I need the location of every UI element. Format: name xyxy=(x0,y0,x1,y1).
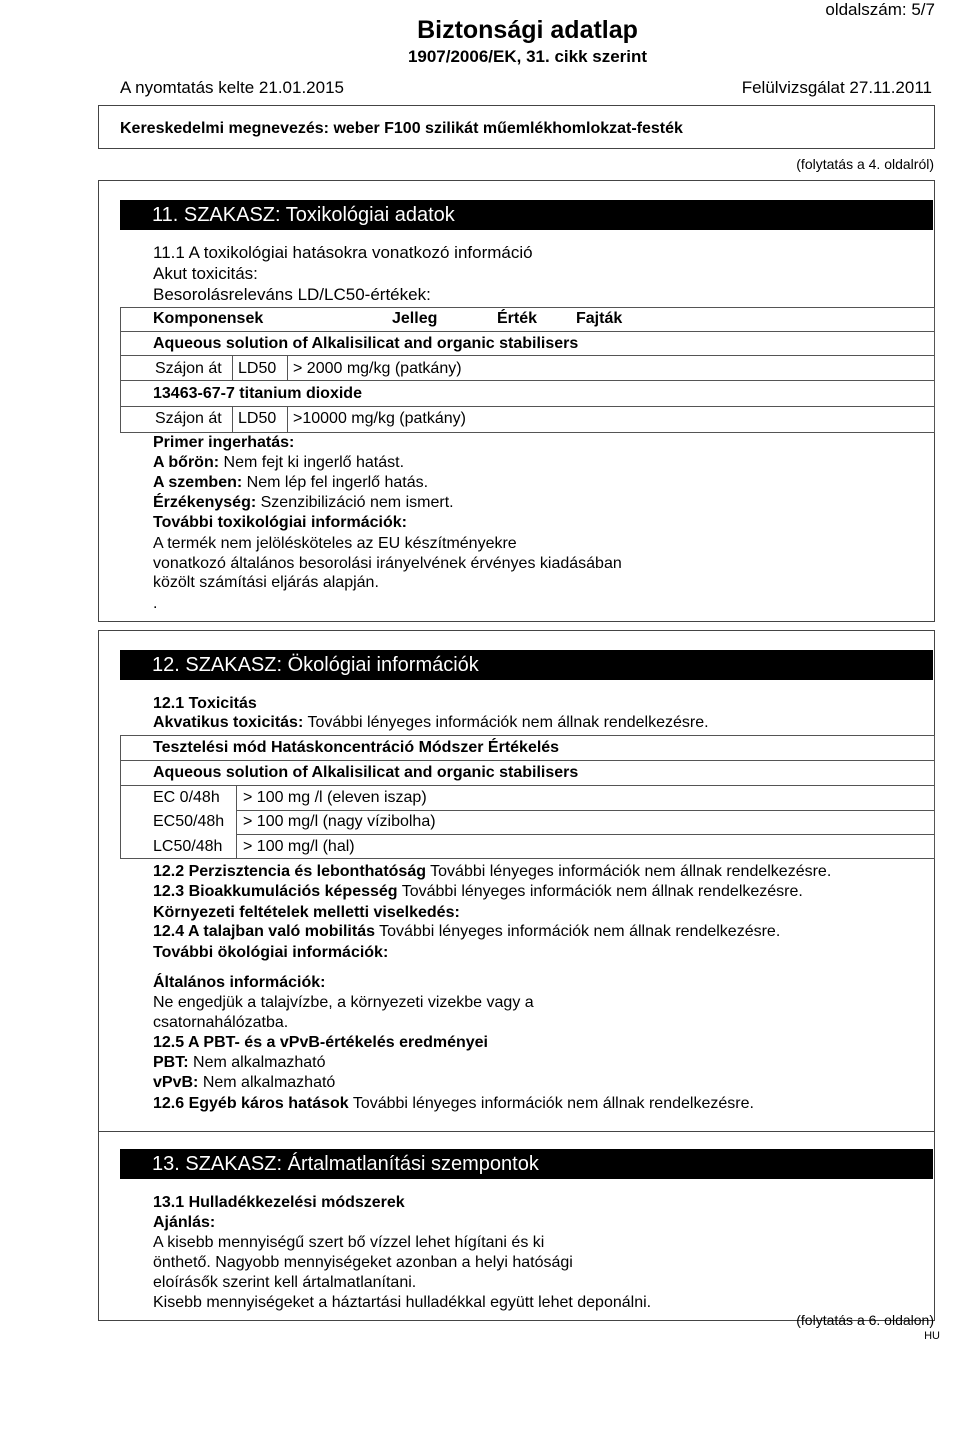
further-tox-label: További toxikológiai információk: xyxy=(153,514,407,531)
env-behaviour-label: Környezeti feltételek melletti viselkedés: xyxy=(153,904,460,921)
eye-line xyxy=(153,473,428,493)
sensitization-line xyxy=(153,493,454,513)
general-info-line-2: csatornahálózatba. xyxy=(153,1014,289,1031)
ecotox-row-value: > 100 mg /l (eleven iszap) xyxy=(243,789,427,806)
table-header-value: Érték xyxy=(497,310,538,327)
table-header-components: Komponensek xyxy=(153,310,264,327)
section-13-title: 13. SZAKASZ: Ártalmatlanítási szempontok xyxy=(120,1149,933,1179)
table-row-value: >10000 mg/kg (patkány) xyxy=(293,410,466,427)
s12-3-line xyxy=(153,882,803,902)
s12-6-label: 12.6 Egyéb káros hatások xyxy=(153,1095,349,1112)
further-tox-line-3: közölt számítási eljárás alapján. xyxy=(153,574,379,591)
document-title: Biztonsági adatlap xyxy=(417,16,638,44)
s12-3-label: 12.3 Bioakkumulációs képesség xyxy=(153,883,398,900)
component-name: 13463-67-7 titanium dioxide xyxy=(153,385,362,402)
eye-label: A szemben: xyxy=(153,474,243,491)
general-info-line-1: Ne engedjük a talajvízbe, a környezeti vizekbe vagy a xyxy=(153,994,534,1011)
skin-label: A bőrön: xyxy=(153,454,220,471)
sensitization-label: Érzékenység: xyxy=(153,494,257,511)
pbt-label: PBT: xyxy=(153,1054,189,1071)
s13-subtitle: 13.1 Hulladékkezelési módszerek xyxy=(153,1194,405,1211)
section-11-title: 11. SZAKASZ: Toxikológiai adatok xyxy=(120,200,933,230)
table-header-species: Fajták xyxy=(576,310,623,327)
table-row-value: > 2000 mg/kg (patkány) xyxy=(293,360,462,377)
s12-6-line xyxy=(153,1094,754,1114)
skin-line xyxy=(153,453,404,473)
table-row-type: LD50 xyxy=(238,410,277,427)
s11-subtitle: 11.1 A toxikológiai hatásokra vonatkozó információ xyxy=(153,243,533,262)
trade-name: Kereskedelmi megnevezés: weber F100 szilikát műemlékhomlokzat-festék xyxy=(120,120,683,137)
s12-3-text: További lényeges információk nem állnak rendelkezésre. xyxy=(401,883,803,900)
ecotox-component-name: Aqueous solution of Alkalisilicat and organic stabilisers xyxy=(153,764,579,781)
page-number: oldalszám: 5/7 xyxy=(825,0,935,19)
s12-2-text: További lényeges információk nem állnak rendelkezésre. xyxy=(430,863,832,880)
aquatic-tox-line xyxy=(153,713,709,733)
s12-4-line xyxy=(153,922,780,942)
vpvb-text: Nem alkalmazható xyxy=(202,1074,336,1091)
s12-6-text: További lényeges információk nem állnak rendelkezésre. xyxy=(352,1095,754,1112)
vpvb-line xyxy=(153,1073,335,1093)
aquatic-tox-text: További lényeges információk nem állnak rendelkezésre. xyxy=(307,714,709,731)
ecotox-row-test: EC 0/48h xyxy=(153,789,220,806)
ecotox-table-header: Tesztelési mód Hatáskoncentráció Módszer Értékelés xyxy=(153,739,560,756)
skin-text: Nem fejt ki ingerlő hatást. xyxy=(223,454,405,471)
s12-subtitle: 12.1 Toxicitás xyxy=(153,695,257,712)
component-name: Aqueous solution of Alkalisilicat and organic stabilisers xyxy=(153,335,579,352)
ecotox-row-value: > 100 mg/l (hal) xyxy=(243,838,355,855)
vpvb-label: vPvB: xyxy=(153,1074,199,1091)
continued-from: (folytatás a 4. oldalról) xyxy=(796,156,934,172)
aquatic-tox-label: Akvatikus toxicitás: xyxy=(153,714,304,731)
s12-4-text: További lényeges információk nem állnak rendelkezésre. xyxy=(379,923,781,940)
further-tox-line-1: A termék nem jelölésköteles az EU készítményekre xyxy=(153,535,517,552)
continued-to: (folytatás a 6. oldalon) xyxy=(796,1312,934,1328)
table-row-type: LD50 xyxy=(238,360,277,377)
table-row-route: Szájon át xyxy=(155,410,222,427)
ecotox-row-value: > 100 mg/l (nagy vízibolha) xyxy=(243,813,436,830)
eco-info-label: További ökológiai információk: xyxy=(153,944,389,961)
recommendation-line-1: A kisebb mennyiségű szert bő vízzel lehet hígítani és ki xyxy=(153,1234,545,1251)
recommendation-line-2: önthető. Nagyobb mennyiségeket azonban a helyi hatósági xyxy=(153,1254,573,1271)
s12-2-label: 12.2 Perzisztencia és lebonthatóság xyxy=(153,863,426,880)
ld-values-label: Besorolásreleváns LD/LC50-értékek: xyxy=(153,285,431,304)
ecotox-row-test: LC50/48h xyxy=(153,838,223,855)
sensitization-text: Szenzibilizáció nem ismert. xyxy=(260,494,454,511)
ecotox-row-test: EC50/48h xyxy=(153,813,225,830)
section-12-title: 12. SZAKASZ: Ökológiai információk xyxy=(120,650,933,680)
general-info-label: Általános információk: xyxy=(153,974,326,991)
recommendation-line-4: Kisebb mennyiségeket a háztartási hulladékkal együtt lehet deponálni. xyxy=(153,1294,652,1311)
s12-2-line xyxy=(153,862,831,882)
print-date: A nyomtatás kelte 21.01.2015 xyxy=(120,78,344,97)
s12-4-label: 12.4 A talajban való mobilitás xyxy=(153,923,375,940)
table-row-route: Szájon át xyxy=(155,360,222,377)
recommendation-label: Ajánlás: xyxy=(153,1214,216,1231)
acute-toxicity-label: Akut toxicitás: xyxy=(153,264,258,283)
pbt-line xyxy=(153,1053,326,1073)
further-tox-line-2: vonatkozó általános besorolási irányelvének érvényes kiadásában xyxy=(153,555,622,572)
revision-date: Felülvizsgálat 27.11.2011 xyxy=(741,78,932,97)
recommendation-line-3: eloírásők szerint kell ártalmatlanítani. xyxy=(153,1274,417,1291)
document-subtitle: 1907/2006/EK, 31. cikk szerint xyxy=(407,47,648,66)
s12-5-label: 12.5 A PBT- és a vPvB-értékelés eredményei xyxy=(153,1034,488,1051)
trailing-dot: . xyxy=(153,595,158,612)
pbt-text: Nem alkalmazható xyxy=(193,1054,326,1071)
table-header-type: Jelleg xyxy=(392,310,438,327)
eye-text: Nem lép fel ingerlő hatás. xyxy=(246,474,429,491)
primary-irritation-label: Primer ingerhatás: xyxy=(153,434,295,451)
country-code: HU xyxy=(924,1330,940,1342)
